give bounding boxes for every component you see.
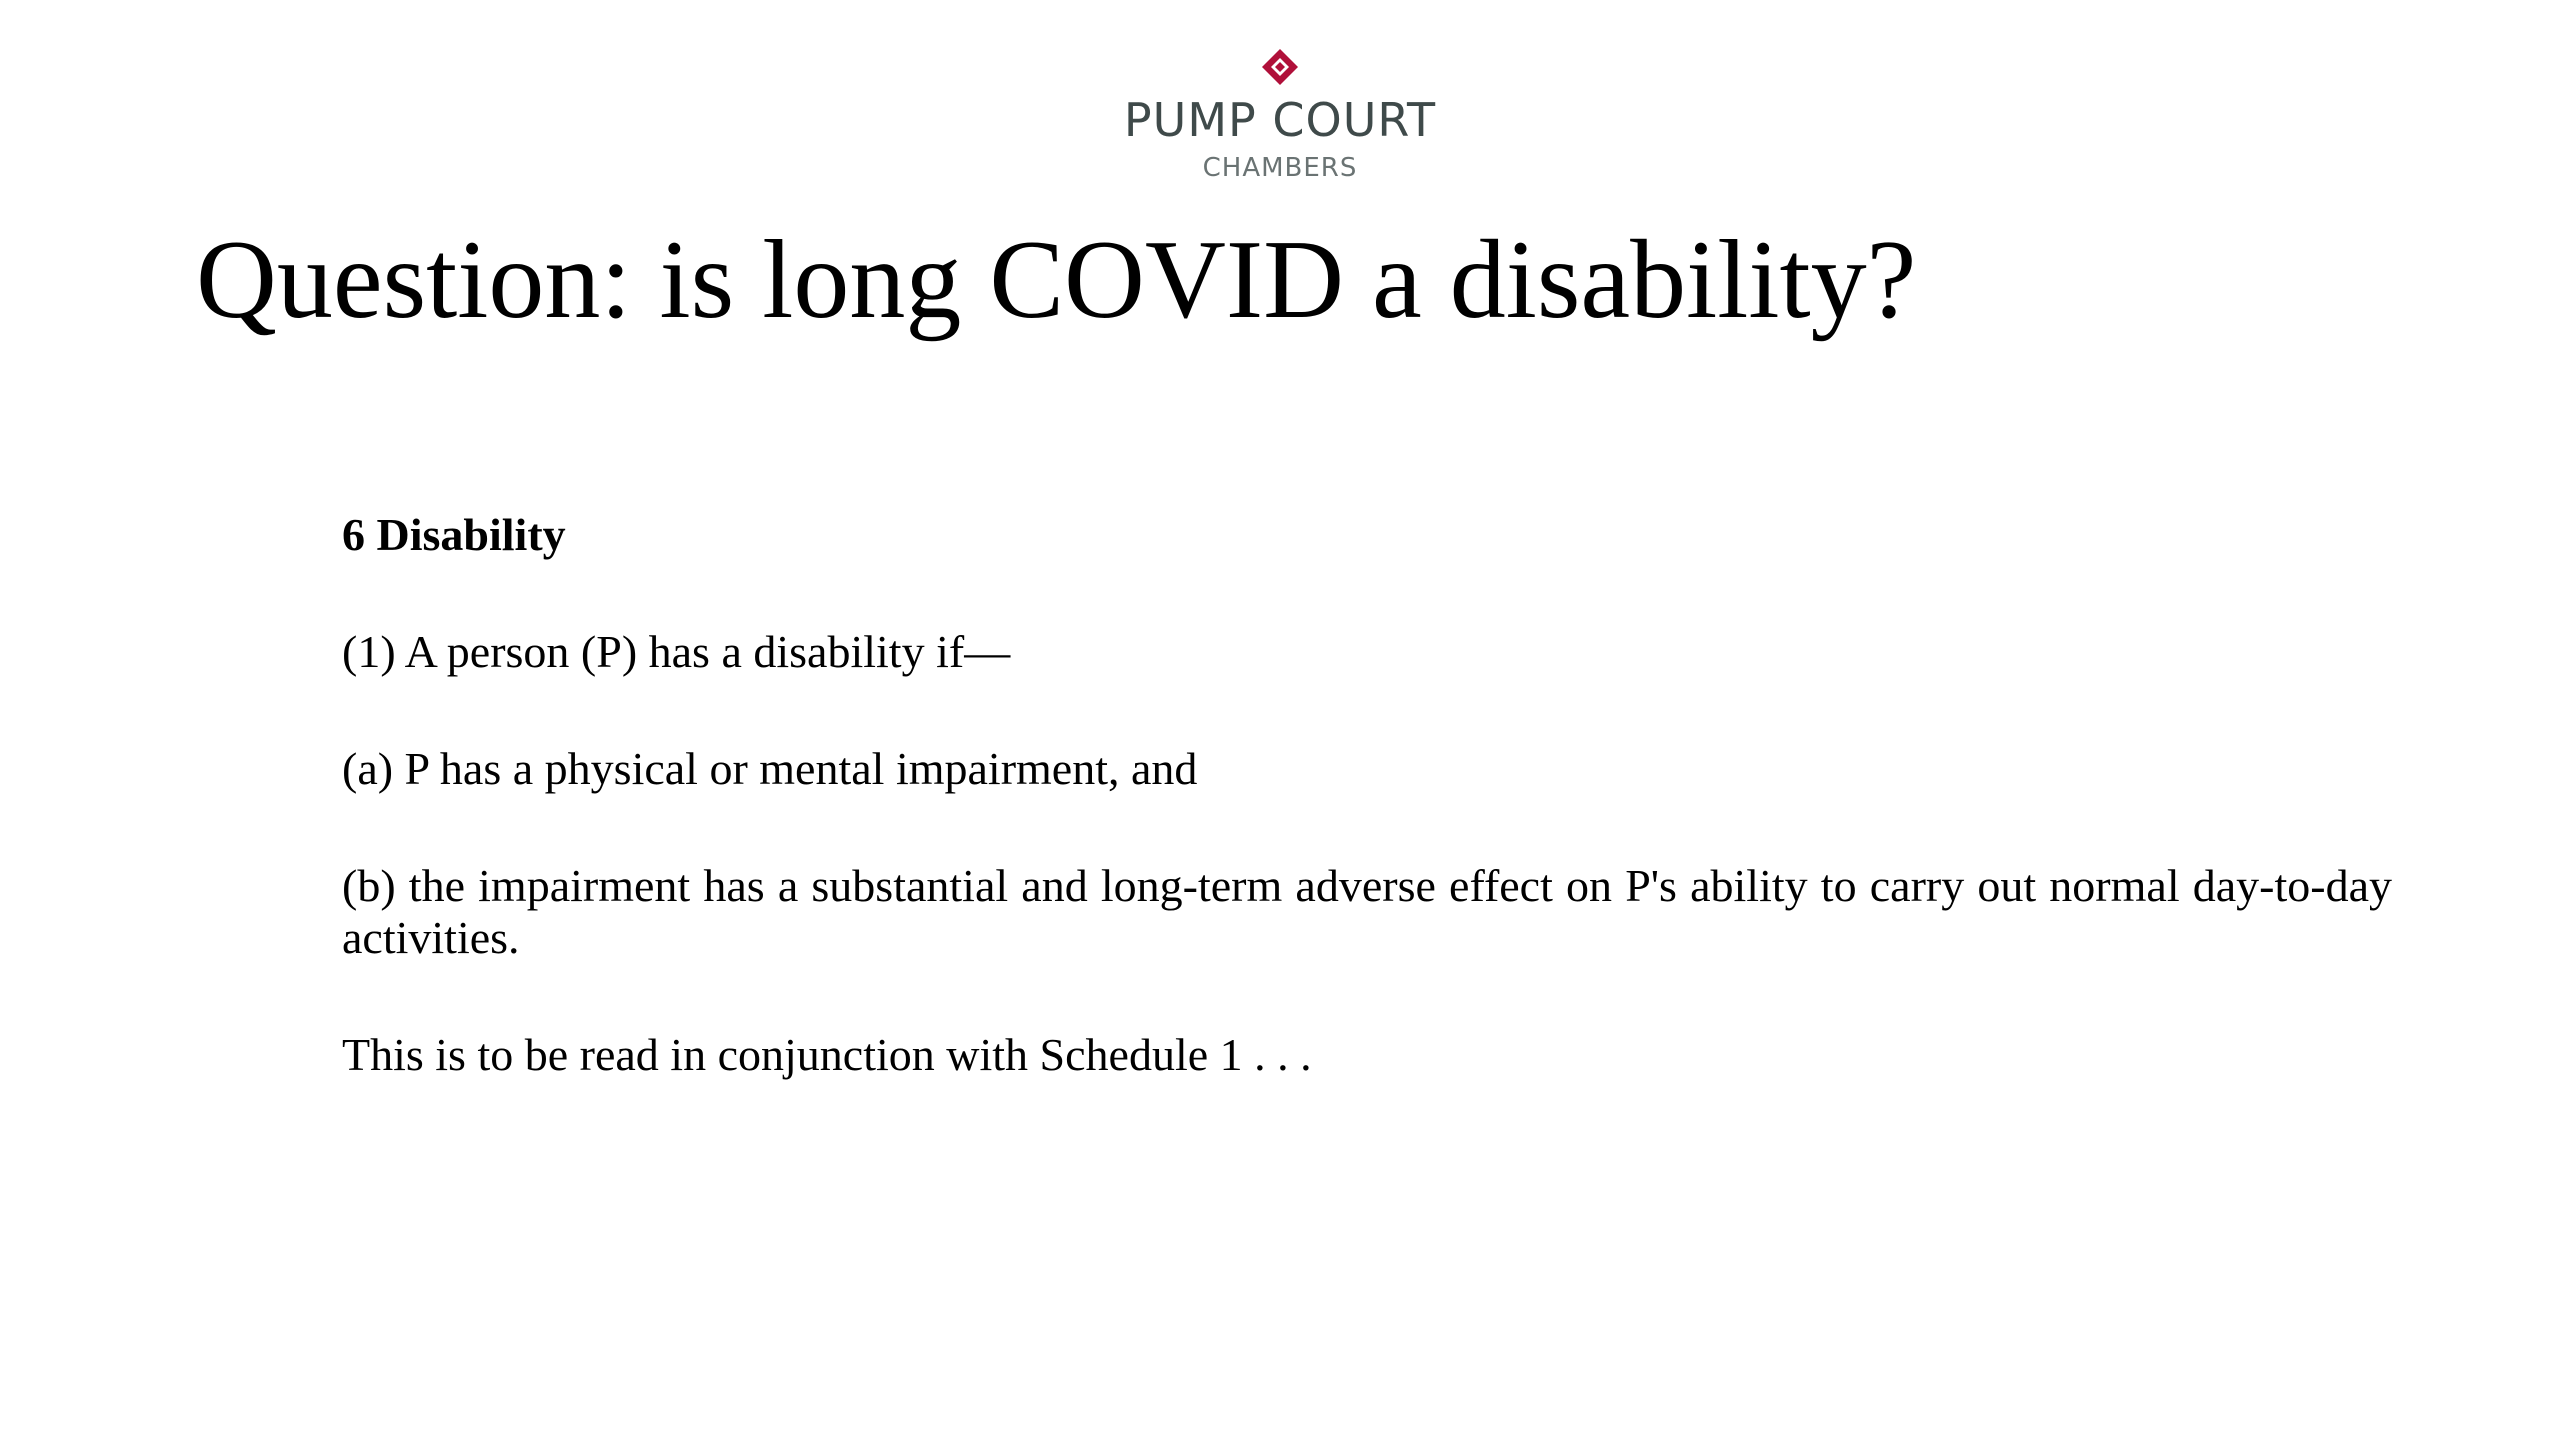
diamond-icon [1261,48,1299,86]
paragraph-a: (a) P has a physical or mental impairment, and [342,743,1198,794]
paragraph-schedule-note: This is to be read in conjunction with Schedule 1 . . . [342,1029,1312,1080]
logo-subtitle: CHAMBERS [1202,153,1358,183]
pump-court-logo [1080,40,1480,200]
paragraph-definition: (1) A person (P) has a disability if— [342,626,1011,677]
logo-name: PUMP COURT [1123,93,1437,147]
slide-title: Question: is long COVID a disability? [196,218,1917,342]
paragraph-b: (b) the impairment has a substantial and long-term adverse effect on P's ability to carry out normal day-to-day activities. [342,860,2392,963]
section-heading: 6 Disability [342,509,566,560]
